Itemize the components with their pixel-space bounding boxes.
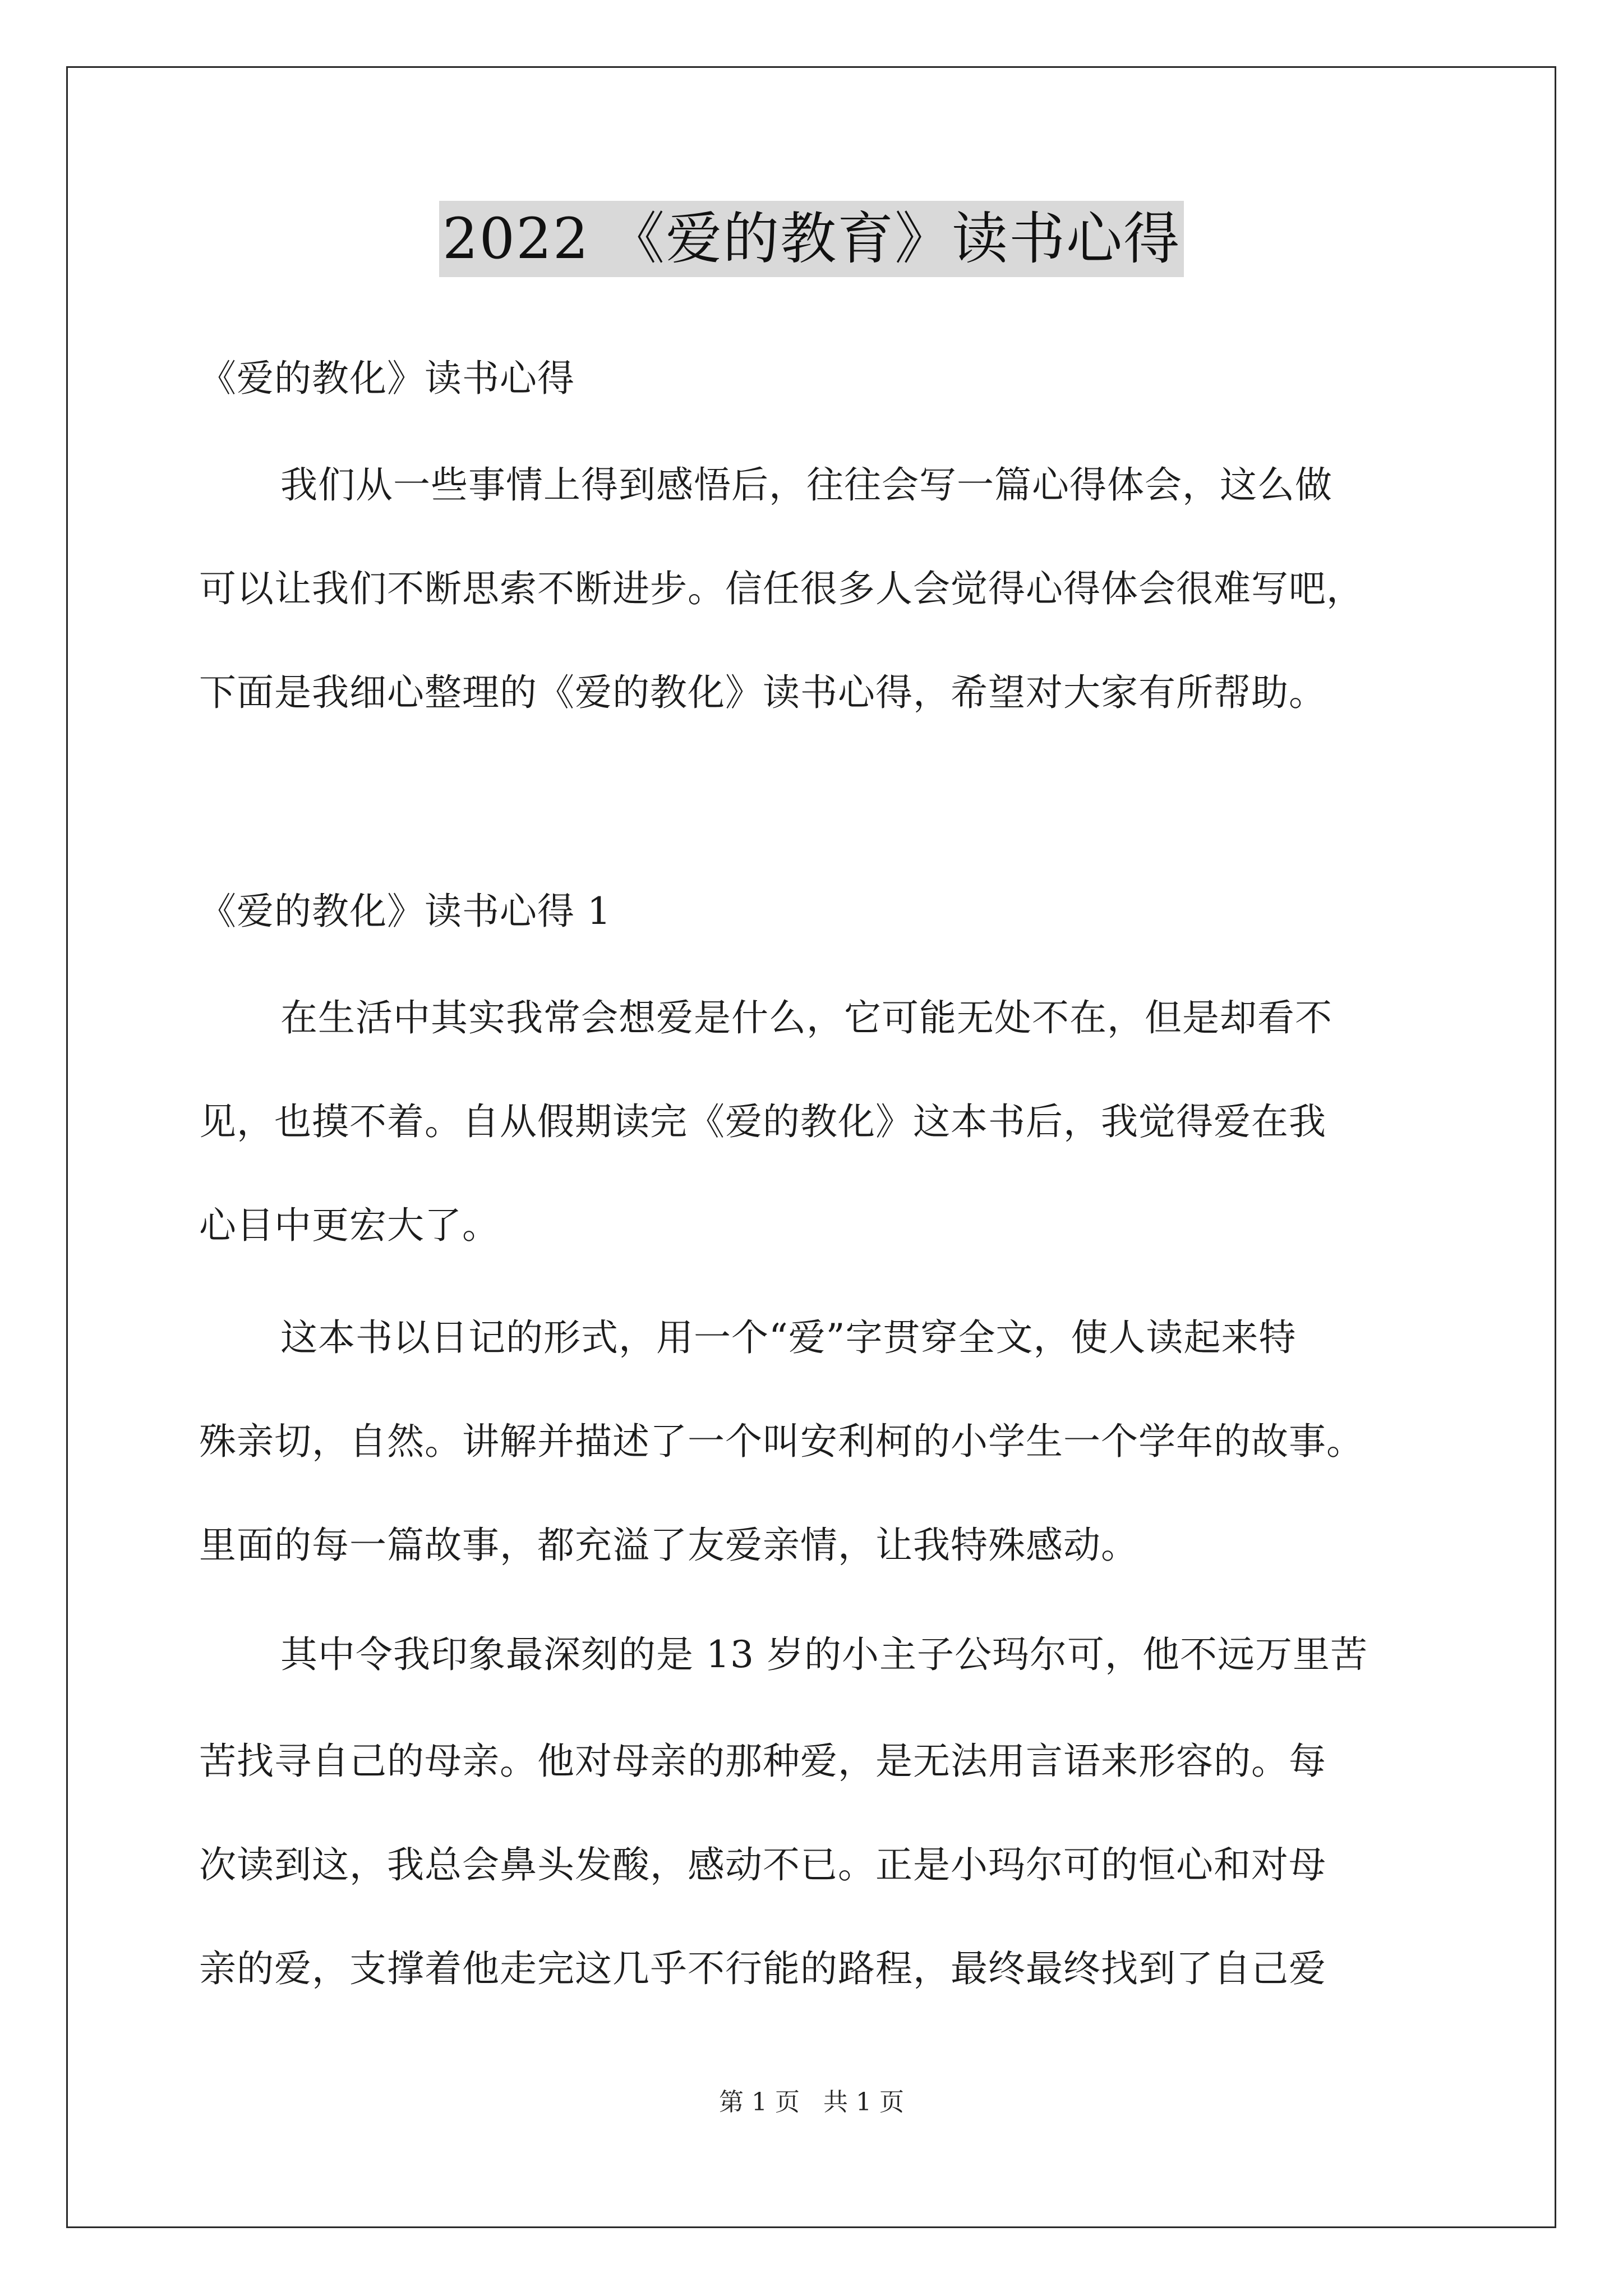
paragraph-line: 心目中更宏大了。 <box>199 1204 500 1247</box>
paragraph-line: 下面是我细心整理的《爱的教化》读书心得，希望对大家有所帮助。 <box>199 671 1326 714</box>
paragraph-line: 可以让我们不断思索不断进步。信任很多人会觉得心得体会很难写吧， <box>199 567 1364 610</box>
paragraph-line: 在生活中其实我常会想爱是什么，它可能无处不在，但是却看不 <box>280 996 1332 1039</box>
paragraph-line: 里面的每一篇故事，都充溢了友爱亲情，让我特殊感动。 <box>199 1524 1138 1567</box>
paragraph-line: 次读到这，我总会鼻头发酸，感动不已。正是小玛尔可的恒心和对母 <box>199 1843 1326 1887</box>
paragraph-line: 见，也摸不着。自从假期读完《爱的教化》这本书后，我觉得爱在我 <box>199 1100 1326 1143</box>
document-title: 2022 《爱的教育》读书心得 <box>439 201 1184 277</box>
paragraph-line: 我们从一些事情上得到感悟后，往往会写一篇心得体会，这么做 <box>280 463 1332 507</box>
subtitle-line: 《爱的教化》读书心得 <box>199 357 575 400</box>
paragraph-line: 苦找寻自己的母亲。他对母亲的那种爱，是无法用言语来形容的。每 <box>199 1740 1326 1783</box>
paragraph-line: 亲的爱，支撑着他走完这几乎不行能的路程，最终最终找到了自己爱 <box>199 1947 1326 1990</box>
paragraph-line: 其中令我印象最深刻的是 13 岁的小主子公玛尔可，他不远万里苦 <box>280 1633 1368 1676</box>
page-number-footer: 第 1 页 共 1 页 <box>719 2088 904 2116</box>
title-wrapper <box>0 201 1623 277</box>
paragraph-line: 这本书以日记的形式，用一个“爱”字贯穿全文，使人读起来特 <box>280 1316 1297 1359</box>
paragraph-line: 殊亲切，自然。讲解并描述了一个叫安利柯的小学生一个学年的故事。 <box>199 1420 1364 1463</box>
section-heading: 《爱的教化》读书心得 1 <box>199 890 611 933</box>
